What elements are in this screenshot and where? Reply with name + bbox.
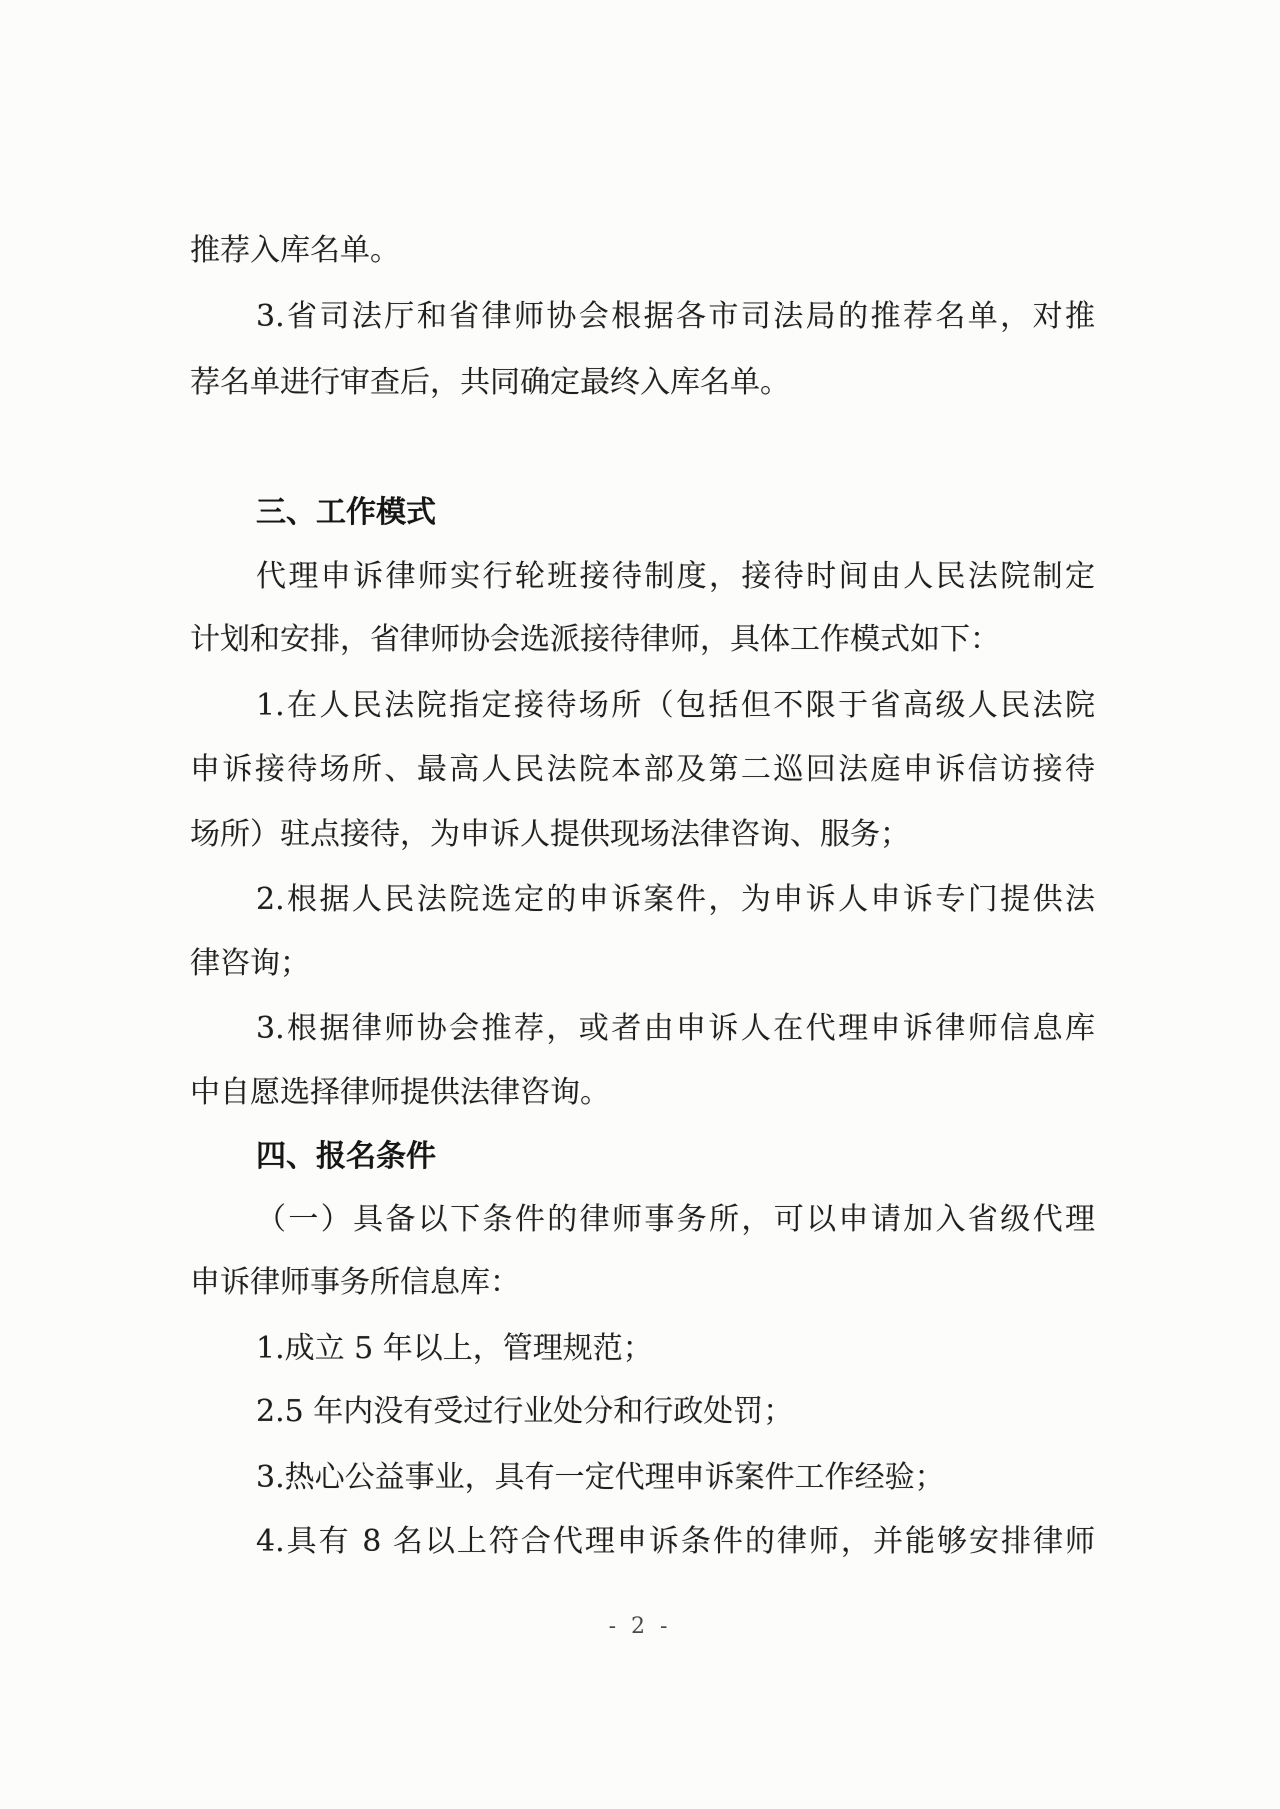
list-item-line: 律咨询； bbox=[190, 946, 310, 981]
condition-item: 4.具有 8 名以上符合代理申诉条件的律师，并能够安排律师 bbox=[256, 1524, 1095, 1559]
subsection-line: 申诉律师事务所信息库： bbox=[190, 1265, 520, 1300]
paragraph-line: 代理申诉律师实行轮班接待制度，接待时间由人民法院制定 bbox=[256, 559, 1095, 594]
condition-item: 3.热心公益事业，具有一定代理申诉案件工作经验； bbox=[256, 1460, 945, 1495]
list-item-line: 1.在人民法院指定接待场所（包括但不限于省高级人民法院 bbox=[256, 688, 1095, 723]
section-heading: 四、报名条件 bbox=[256, 1139, 436, 1174]
list-item-line: 2.根据人民法院选定的申诉案件，为申诉人申诉专门提供法 bbox=[256, 882, 1095, 917]
page-number: - 2 - bbox=[608, 1614, 672, 1639]
list-item-line: 申诉接待场所、最高人民法院本部及第二巡回法庭申诉信访接待 bbox=[190, 752, 1095, 787]
list-item-line: 3.根据律师协会推荐，或者由申诉人在代理申诉律师信息库 bbox=[256, 1011, 1095, 1046]
paragraph-line: 3.省司法厅和省律师协会根据各市司法局的推荐名单，对推 bbox=[256, 299, 1095, 334]
list-item-line: 场所）驻点接待，为申诉人提供现场法律咨询、服务； bbox=[190, 817, 910, 852]
subsection-line: （一）具备以下条件的律师事务所，可以申请加入省级代理 bbox=[256, 1202, 1095, 1237]
list-item-line: 中自愿选择律师提供法律咨询。 bbox=[190, 1075, 610, 1110]
condition-item: 2.5 年内没有受过行业处分和行政处罚； bbox=[256, 1394, 794, 1429]
paragraph-line: 计划和安排，省律师协会选派接待律师，具体工作模式如下： bbox=[190, 622, 1000, 657]
condition-item: 1.成立 5 年以上，管理规范； bbox=[256, 1331, 653, 1366]
section-heading: 三、工作模式 bbox=[256, 495, 436, 530]
paragraph-line: 荐名单进行审查后，共同确定最终入库名单。 bbox=[190, 365, 790, 400]
paragraph-line: 推荐入库名单。 bbox=[190, 233, 400, 268]
